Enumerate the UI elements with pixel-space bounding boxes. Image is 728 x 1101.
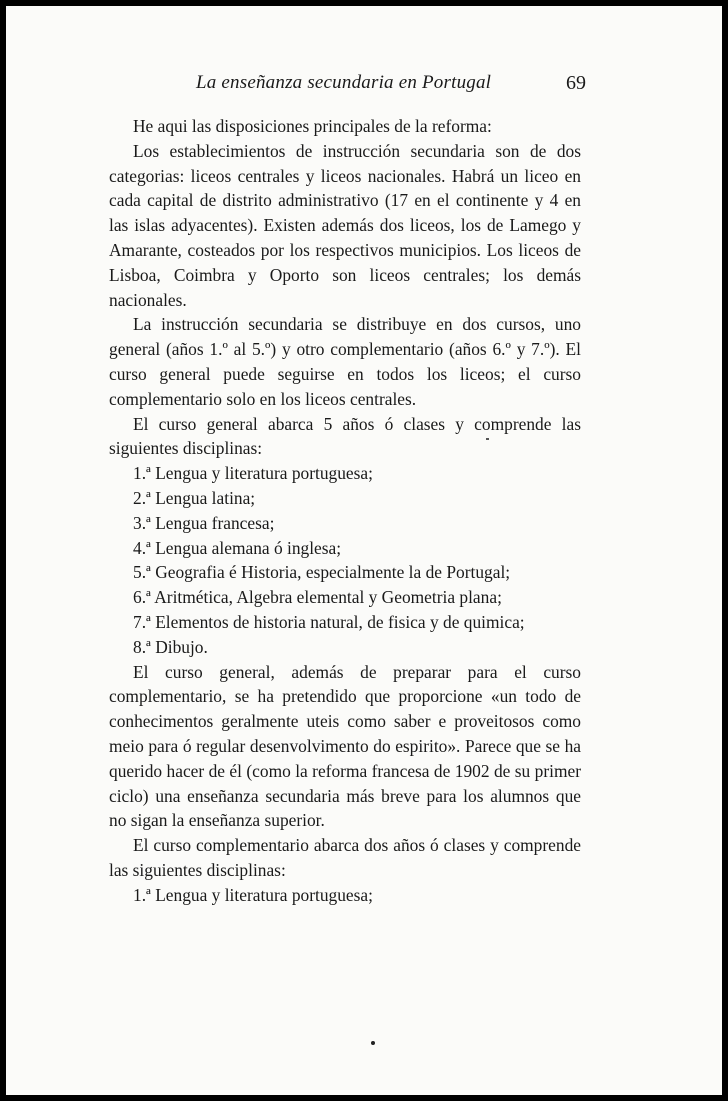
body-text xyxy=(109,114,581,908)
running-header xyxy=(196,72,586,98)
list-item: 7.ª Elementos de historia natural, de fisica y de quimica; xyxy=(133,611,525,632)
paragraph-establishments: Los establecimientos de instrucción secundaria son de dos categorias: liceos centrales y liceos nacionales. Habrá un liceo en cada capital de distrito administrativo (17 en el continente y 4 en las islas adyacentes). Existen además dos liceos, los de Lamego y Amarante, costeados por los respectivos municipios. Los liceos de Lisboa, Coimbra y Oporto son liceos centrales; los demás nacionales. xyxy=(109,140,581,310)
print-speck xyxy=(486,438,489,440)
book-page xyxy=(6,6,722,1095)
list-item: 1.ª Lengua y literatura portuguesa; xyxy=(133,463,373,484)
print-dot xyxy=(371,1041,375,1045)
list-item: 2.ª Lengua latina; xyxy=(133,487,256,508)
list-item: 8.ª Dibujo. xyxy=(133,636,208,657)
list-item: 6.ª Aritmética, Algebra elemental y Geometria plana; xyxy=(133,587,502,608)
list-item: 1.ª Lengua y literatura portuguesa; xyxy=(133,884,373,905)
paragraph-intro: He aqui las disposiciones principales de la reforma: xyxy=(133,116,492,136)
page-number: 69 xyxy=(566,72,586,94)
list-item: 5.ª Geografia é Historia, especialmente la de Portugal; xyxy=(133,562,511,583)
paragraph-general-course: El curso general abarca 5 años ó clases y comprende las siguientes disciplinas: xyxy=(109,413,581,459)
list-item: 3.ª Lengua francesa; xyxy=(133,512,275,533)
paragraph-complementary-course: El curso complementario abarca dos años ó clases y comprende las siguientes disciplinas: xyxy=(109,835,581,880)
paragraph-general-aims: El curso general, además de preparar para el curso complementario, se ha pretendido que proporcione «un todo de conhecimentos geralmente uteis como saber e proveitosos como meio para ó regular desenvolvimento do espirito». Parece que se ha querido hacer de él (como la reforma francesa de 1902 de su primer ciclo) una enseñanza secundaria más breve para los alumnos que no sigan la enseñanza superior. xyxy=(109,661,581,831)
running-title: La enseñanza secundaria en Portugal xyxy=(196,72,492,93)
list-item: 4.ª Lengua alemana ó inglesa; xyxy=(133,537,342,558)
paragraph-courses: La instrucción secundaria se distribuye en dos cursos, uno general (años 1.º al 5.º) y otro complementario (años 6.º y 7.º). El curso general puede seguirse en todos los liceos; el curso complementario solo en los liceos centrales. xyxy=(109,314,581,409)
